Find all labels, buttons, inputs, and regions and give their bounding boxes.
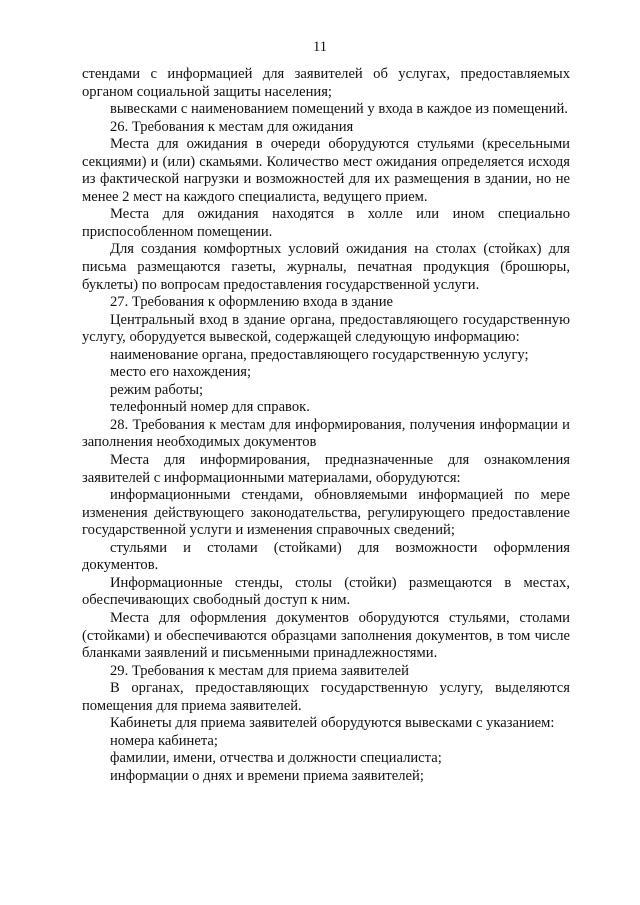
paragraph: Места для оформления документов оборудуются стульями, столами (стойками) и обеспечиваются образцами заполнения документов, в том числе бланками заявлений и письменными принадлежностями. [82, 609, 570, 662]
paragraph: Центральный вход в здание органа, предоставляющего государственную услугу, оборудуется вывеской, содержащей следующую информацию: [82, 311, 570, 346]
paragraph: Для создания комфортных условий ожидания на столах (стойках) для письма размещаются газеты, журналы, печатная продукция (брошюры, буклеты) по вопросам предоставления государственной услуги. [82, 241, 570, 293]
page-number: 11 [313, 39, 327, 55]
paragraph: Кабинеты для приема заявителей оборудуются вывесками с указанием: [110, 715, 555, 732]
paragraph: Информационные стенды, столы (стойки) размещаются в местах, обеспечивающих свободный доступ к ним. [82, 574, 570, 609]
paragraph: вывесками с наименованием помещений у входа в каждое из помещений. [110, 101, 568, 118]
section-heading: 28. Требования к местам для информирования, получения информации и заполнения необходимых документов [82, 416, 570, 451]
list-item: наименование органа, предоставляющего государственную услугу; [110, 346, 529, 363]
list-item: место его нахождения; [110, 364, 252, 381]
list-item: стульями и столами (стойками) для возможности оформления документов. [82, 539, 570, 574]
section-heading: 27. Требования к оформлению входа в здание [110, 294, 394, 311]
list-item: информационными стендами, обновляемыми информацией по мере изменения действующего законодательства, регулирующего предоставление государственной услуги и изменения справочных сведений; [82, 487, 570, 539]
paragraph: Места для ожидания в очереди оборудуются стульями (кресельными секциями) и (или) скамьями. Количество мест ожидания определяется исходя из фактической нагрузки и возможностей для их размещения в здании, но не менее 2 мест на каждого специалиста, ведущего прием. [82, 136, 570, 205]
paragraph: Места для ожидания находятся в холле или ином специально приспособленном помещении. [82, 206, 570, 240]
list-item: режим работы; [110, 381, 204, 398]
list-item: фамилии, имени, отчества и должности специалиста; [110, 750, 442, 767]
document-body [82, 66, 570, 785]
list-item: информации о днях и времени приема заявителей; [110, 767, 424, 784]
section-heading: 29. Требования к местам для приема заявителей [110, 662, 409, 679]
paragraph: В органах, предоставляющих государственную услугу, выделяются помещения для приема заявителей. [82, 680, 570, 714]
paragraph: стендами с информацией для заявителей об услугах, предоставляемых органом социальной защиты населения; [82, 66, 570, 100]
section-heading: 26. Требования к местам для ожидания [110, 118, 354, 135]
list-item: телефонный номер для справок. [110, 399, 310, 416]
paragraph: Места для информирования, предназначенные для ознакомления заявителей с информационными материалами, оборудуются: [82, 452, 570, 486]
list-item: номера кабинета; [110, 732, 218, 749]
